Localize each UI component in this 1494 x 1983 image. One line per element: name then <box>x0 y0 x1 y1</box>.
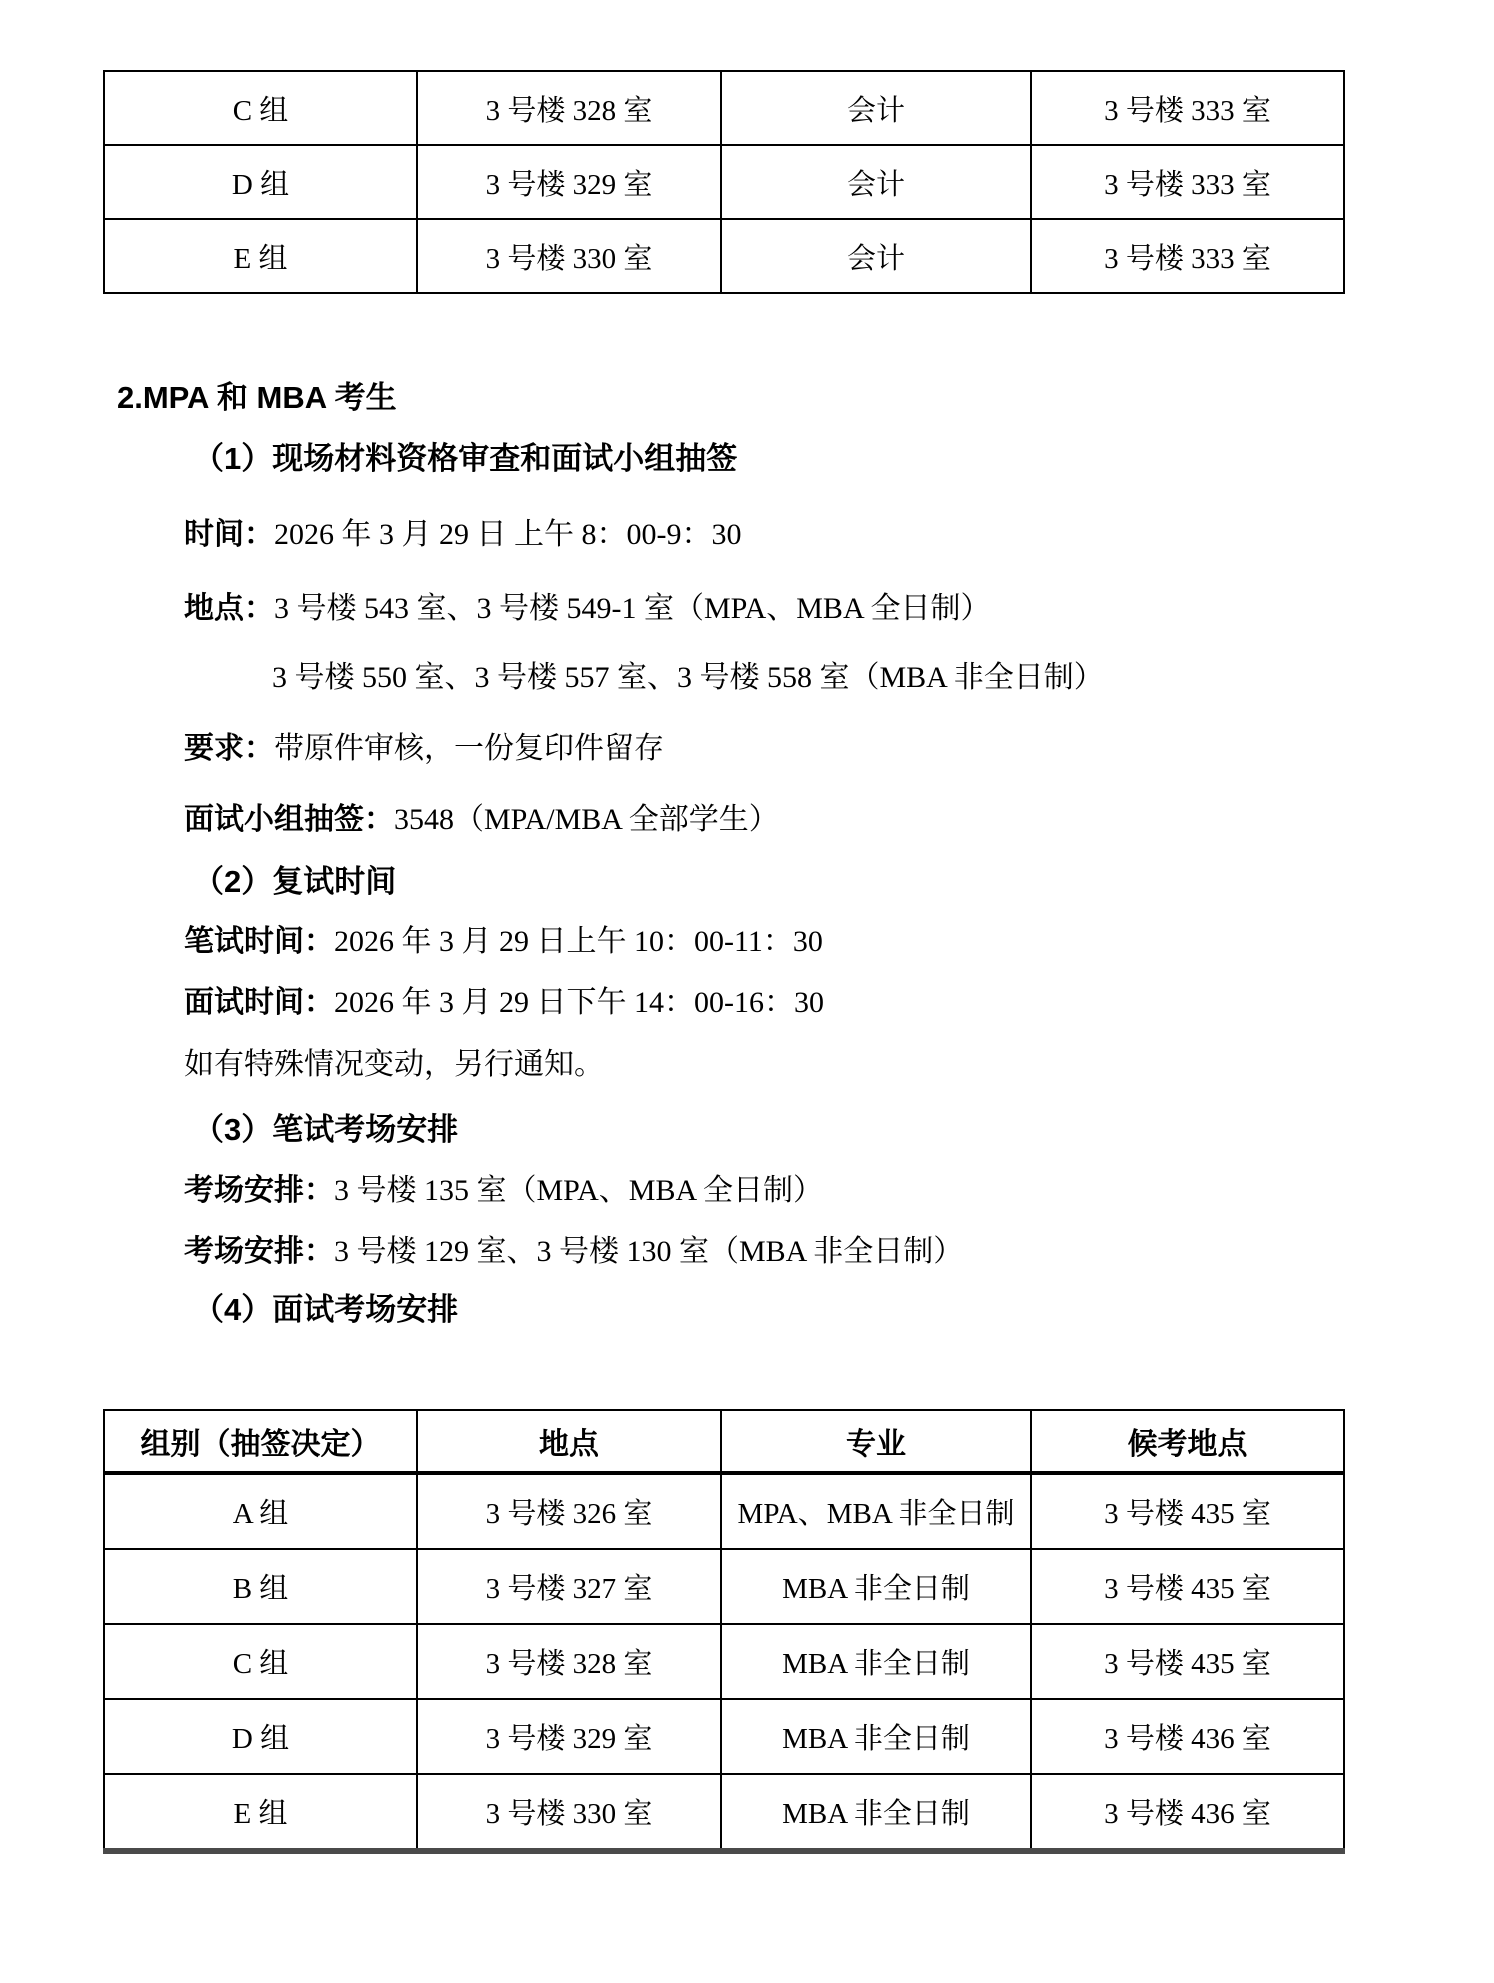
cell-waiting-location: 3 号楼 435 室 <box>1031 1624 1344 1699</box>
cell-major: 会计 <box>721 145 1031 219</box>
written-room-value-1: 3 号楼 135 室（MPA、MBA 全日制） <box>334 1174 823 1207</box>
cell-group: E 组 <box>104 219 417 293</box>
cell-major: MBA 非全日制 <box>721 1549 1031 1624</box>
cell-location: 3 号楼 329 室 <box>417 145 721 219</box>
subsection-2-title: （2）复试时间 <box>193 864 397 899</box>
location-value-2: 3 号楼 550 室、3 号楼 557 室、3 号楼 558 室（MBA 非全日制） <box>272 661 1104 694</box>
note-text: 如有特殊情况变动，另行通知。 <box>184 1048 604 1081</box>
location-value: 3 号楼 543 室、3 号楼 549-1 室（MPA、MBA 全日制） <box>274 592 991 625</box>
cell-location: 3 号楼 330 室 <box>417 219 721 293</box>
interview-time-value: 2026 年 3 月 29 日下午 14：00-16：30 <box>334 986 824 1019</box>
location-line-2 <box>272 660 1104 696</box>
time-label: 时间： <box>184 518 274 551</box>
written-room-value-2: 3 号楼 129 室、3 号楼 130 室（MBA 非全日制） <box>334 1235 964 1268</box>
cell-major: MPA、MBA 非全日制 <box>721 1473 1031 1549</box>
cell-group: D 组 <box>104 1699 417 1774</box>
table-header-row <box>104 1410 1344 1473</box>
header-waiting-location: 候考地点 <box>1031 1410 1344 1473</box>
written-time-line <box>184 924 823 960</box>
requirement-label: 要求： <box>184 732 274 765</box>
cell-group: C 组 <box>104 1624 417 1699</box>
cell-location: 3 号楼 326 室 <box>417 1473 721 1549</box>
cell-waiting-location: 3 号楼 435 室 <box>1031 1549 1344 1624</box>
location-line <box>184 591 990 627</box>
written-room-label-2: 考场安排： <box>184 1235 334 1268</box>
header-group: 组别（抽签决定） <box>104 1410 417 1473</box>
section-heading: 2.MPA 和 MBA 考生 <box>117 380 397 415</box>
table-row <box>104 1473 1344 1549</box>
cell-location: 3 号楼 328 室 <box>417 1624 721 1699</box>
cell-location: 3 号楼 327 室 <box>417 1549 721 1624</box>
cell-major: 会计 <box>721 219 1031 293</box>
cell-major: MBA 非全日制 <box>721 1699 1031 1774</box>
subsection-3-title: （3）笔试考场安排 <box>193 1112 459 1147</box>
cell-major: 会计 <box>721 71 1031 145</box>
draw-line <box>184 802 779 838</box>
mpa-mba-interview-room-table <box>103 1409 1345 1854</box>
draw-label: 面试小组抽签： <box>184 803 394 836</box>
table-row <box>104 145 1344 219</box>
cell-location: 3 号楼 329 室 <box>417 1699 721 1774</box>
time-value: 2026 年 3 月 29 日 上午 8：00-9：30 <box>274 518 742 551</box>
cell-waiting-location: 3 号楼 436 室 <box>1031 1774 1344 1851</box>
cell-location: 3 号楼 330 室 <box>417 1774 721 1851</box>
table-row <box>104 1549 1344 1624</box>
cell-major: MBA 非全日制 <box>721 1774 1031 1851</box>
written-time-value: 2026 年 3 月 29 日上午 10：00-11：30 <box>334 925 823 958</box>
location-label: 地点： <box>184 592 274 625</box>
written-room-line-1 <box>184 1173 823 1209</box>
cell-waiting-location: 3 号楼 333 室 <box>1031 71 1344 145</box>
cell-group: D 组 <box>104 145 417 219</box>
table-row <box>104 219 1344 293</box>
cell-group: C 组 <box>104 71 417 145</box>
cell-waiting-location: 3 号楼 333 室 <box>1031 145 1344 219</box>
written-time-label: 笔试时间： <box>184 925 334 958</box>
time-line <box>184 517 742 553</box>
cell-waiting-location: 3 号楼 333 室 <box>1031 219 1344 293</box>
note-line <box>184 1047 604 1083</box>
cell-waiting-location: 3 号楼 436 室 <box>1031 1699 1344 1774</box>
table-row <box>104 1774 1344 1851</box>
draw-value: 3548（MPA/MBA 全部学生） <box>394 803 779 836</box>
header-major: 专业 <box>721 1410 1031 1473</box>
interview-time-label: 面试时间： <box>184 986 334 1019</box>
interview-time-line <box>184 985 824 1021</box>
cell-major: MBA 非全日制 <box>721 1624 1031 1699</box>
cell-group: A 组 <box>104 1473 417 1549</box>
table-row <box>104 71 1344 145</box>
cell-waiting-location: 3 号楼 435 室 <box>1031 1473 1344 1549</box>
cell-group: E 组 <box>104 1774 417 1851</box>
requirement-value: 带原件审核，一份复印件留存 <box>274 732 664 765</box>
subsection-4-title: （4）面试考场安排 <box>193 1292 459 1327</box>
written-room-line-2 <box>184 1234 963 1270</box>
requirement-line <box>184 731 664 767</box>
table-row <box>104 1699 1344 1774</box>
subsection-1-title: （1）现场材料资格审查和面试小组抽签 <box>193 441 738 476</box>
cell-location: 3 号楼 328 室 <box>417 71 721 145</box>
written-room-label-1: 考场安排： <box>184 1174 334 1207</box>
cell-group: B 组 <box>104 1549 417 1624</box>
header-location: 地点 <box>417 1410 721 1473</box>
continued-interview-room-table <box>103 70 1345 294</box>
table-row <box>104 1624 1344 1699</box>
